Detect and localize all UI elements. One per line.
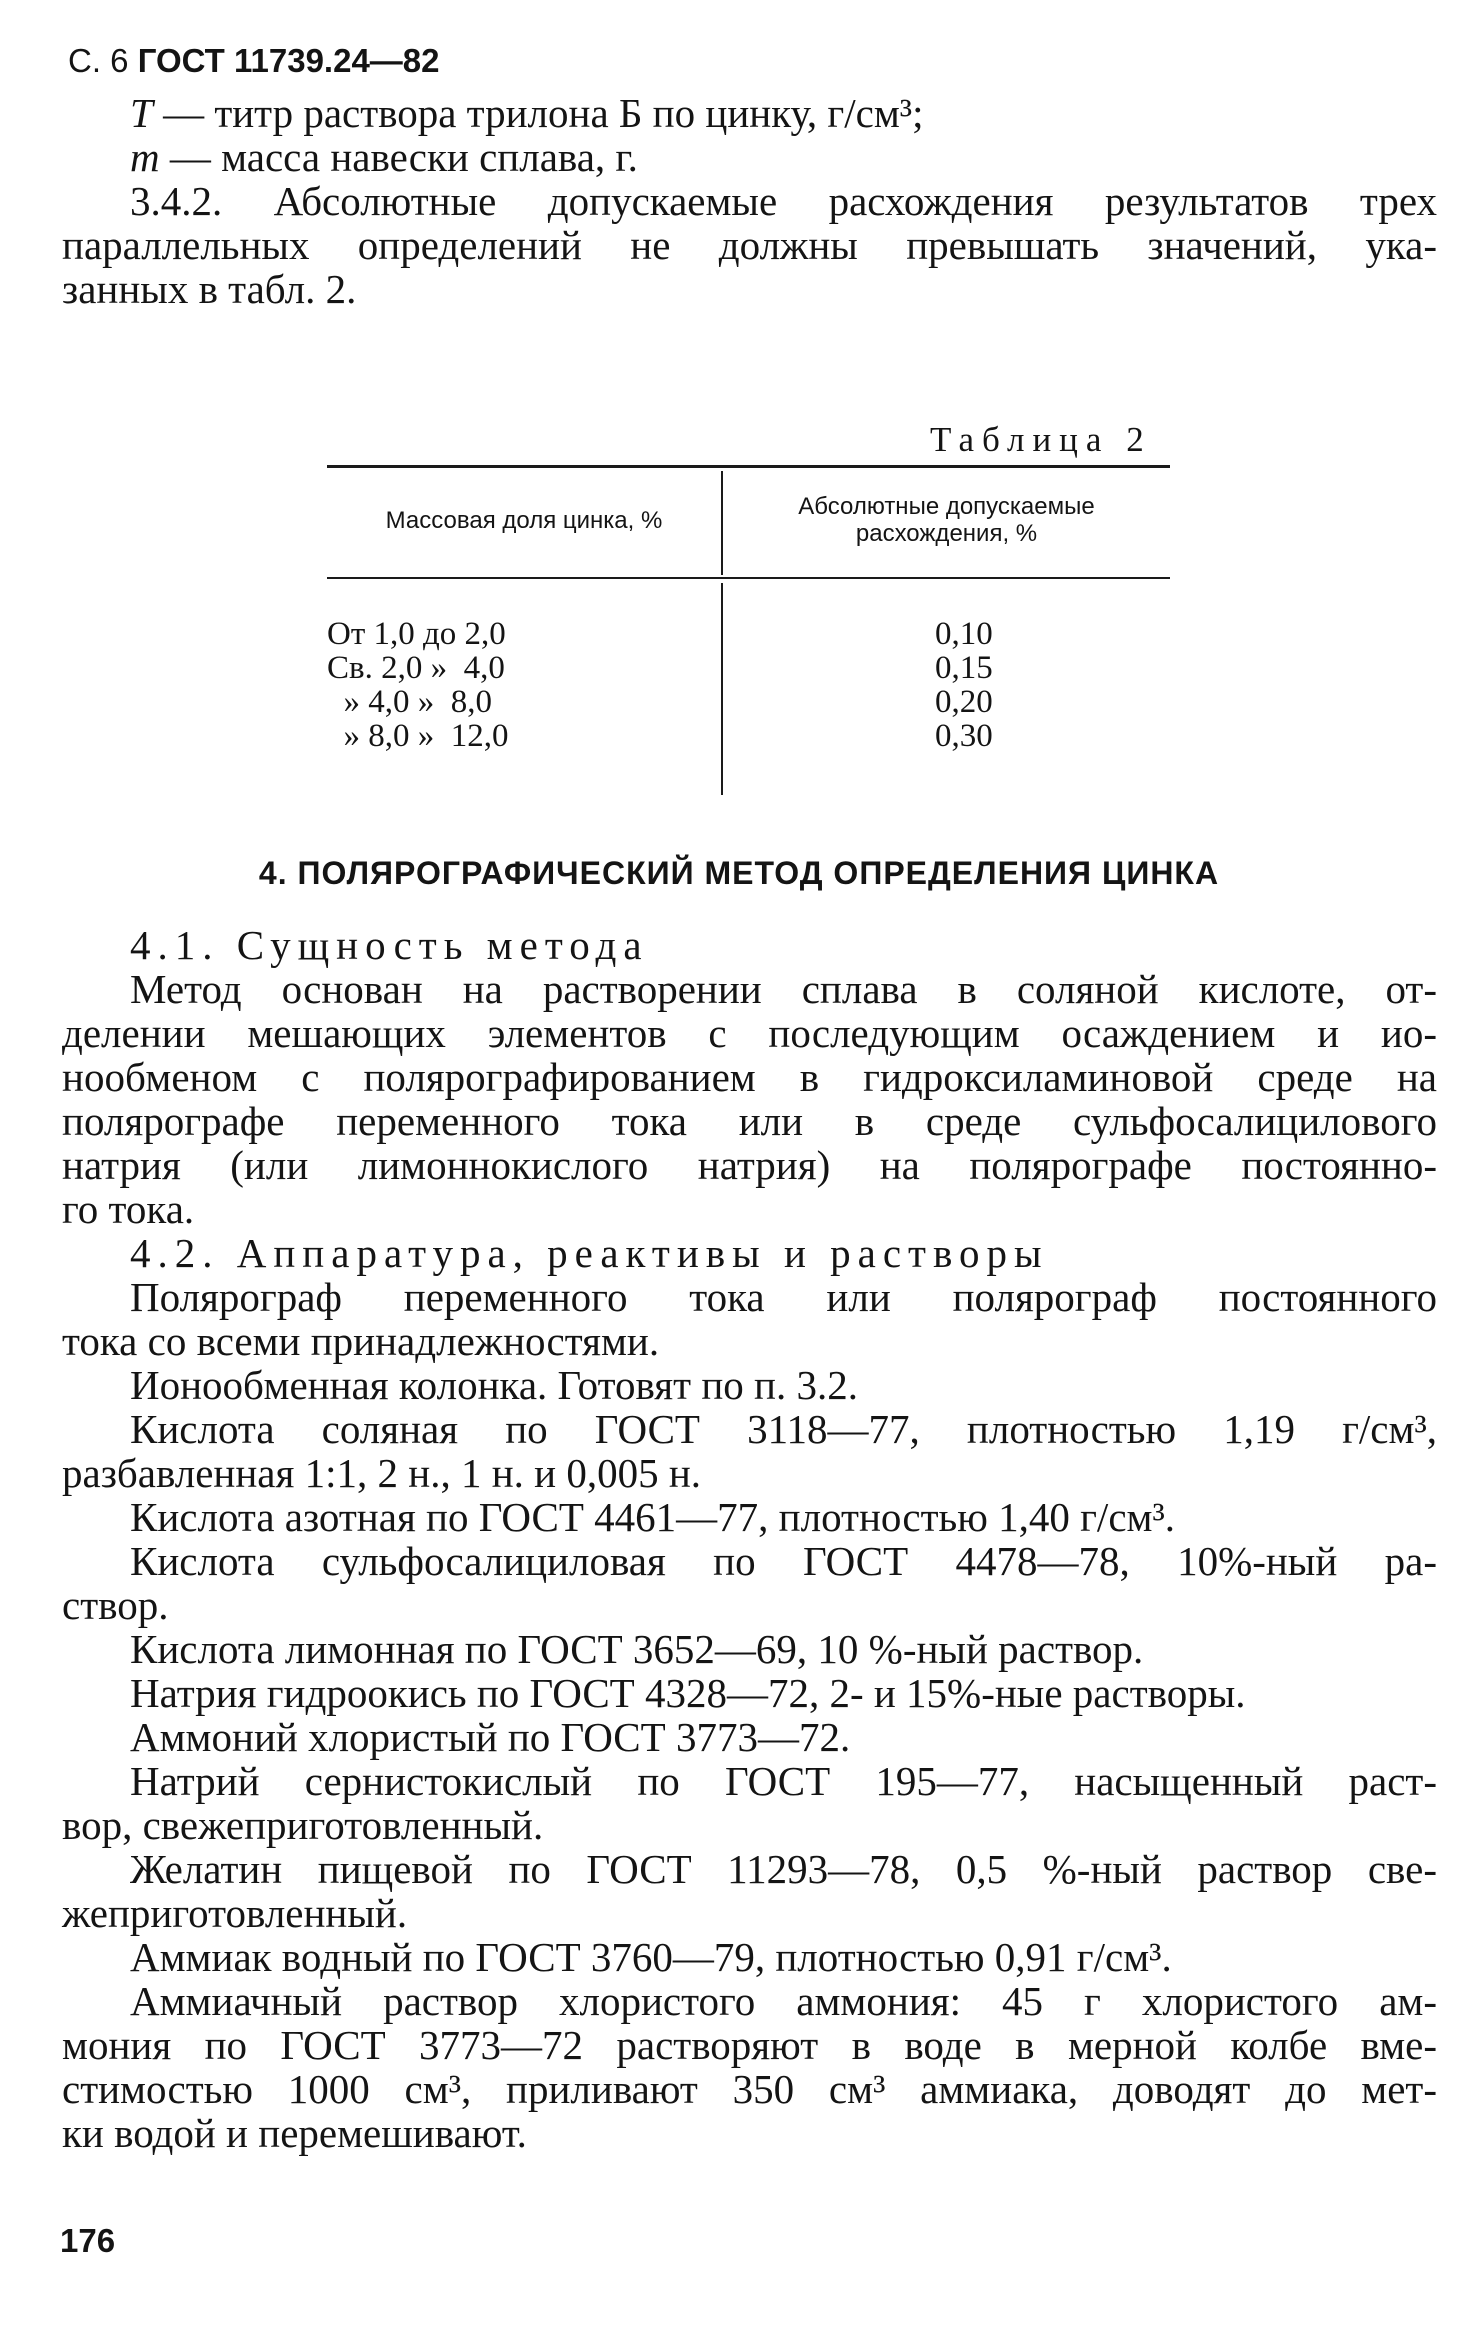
paragraph-line: полярографе переменного тока или в среде сульфосалицилового — [62, 1098, 1437, 1144]
standard-number: ГОСТ 11739.24—82 — [137, 42, 440, 79]
table-cell-range: » 4,0 » 8,0 — [327, 684, 492, 720]
reagent-line: Кислота соляная по ГОСТ 3118—77, плотностью 1,19 г/см³, — [130, 1406, 1437, 1452]
clause-3-4-2-line-2: параллельных определений не должны превышать значений, ука- — [62, 222, 1437, 268]
paragraph-line: делении мешающих элементов с последующим осаждением и ио- — [62, 1010, 1437, 1056]
table-cell-range: От 1,0 до 2,0 — [327, 616, 506, 652]
table-cell-range: » 8,0 » 12,0 — [327, 718, 509, 754]
page-label: С. 6 — [68, 42, 129, 79]
clause-3-4-2-line-3: занных в табл. 2. — [62, 266, 357, 312]
clause-3-4-2-line-1: 3.4.2. Абсолютные допускаемые расхождения результатов трех — [130, 178, 1437, 224]
table-cell-value: 0,20 — [935, 684, 993, 720]
reagent-line: Натрий сернистокислый по ГОСТ 195—77, насыщенный раст- — [130, 1758, 1437, 1804]
paragraph-line: натрия (или лимоннокислого натрия) на полярографе постоянно- — [62, 1142, 1437, 1188]
paragraph-line: нообменом с полярографированием в гидроксиламиновой среде на — [62, 1054, 1437, 1100]
table-top-rule — [327, 465, 1170, 468]
reagent-line: Аммиак водный по ГОСТ 3760—79, плотностью 0,91 г/см³. — [130, 1934, 1172, 1980]
reagent-line: Желатин пищевой по ГОСТ 11293—78, 0,5 %-ный раствор све- — [130, 1846, 1437, 1892]
definition-t: T — титр раствора трилона Б по цинку, г/см³; — [130, 90, 924, 136]
reagent-line: стимостью 1000 см³, приливают 350 см³ аммиака, доводят до мет- — [62, 2066, 1437, 2112]
reagent-line: тока со всеми принадлежностями. — [62, 1318, 660, 1364]
subsection-4-2-heading: 4.2. Аппаратура, реактивы и растворы — [130, 1230, 1049, 1276]
page-number: 176 — [60, 2222, 116, 2259]
table-body-divider — [721, 583, 723, 795]
paragraph-line: Метод основан на растворении сплава в соляной кислоте, от- — [130, 966, 1437, 1012]
reagent-line: Аммоний хлористый по ГОСТ 3773—72. — [130, 1714, 851, 1760]
reagent-line: Кислота азотная по ГОСТ 4461—77, плотностью 1,40 г/см³. — [130, 1494, 1175, 1540]
reagent-line: мония по ГОСТ 3773—72 растворяют в воде в мерной колбе вме- — [62, 2022, 1437, 2068]
reagent-line: Ионообменная колонка. Готовят по п. 3.2. — [130, 1362, 858, 1408]
reagent-line: вор, свежеприготовленный. — [62, 1802, 544, 1848]
table-cell-value: 0,10 — [935, 616, 993, 652]
section-title: 4. ПОЛЯРОГРАФИЧЕСКИЙ МЕТОД ОПРЕДЕЛЕНИЯ ЦИНКА — [258, 855, 1220, 891]
table-cell-value: 0,15 — [935, 650, 993, 686]
column-header-mass-fraction: Массовая доля цинка, % — [385, 507, 663, 534]
reagent-line: Полярограф переменного тока или полярограф постоянного — [130, 1274, 1437, 1320]
reagent-line: створ. — [62, 1582, 169, 1628]
table-header-rule — [327, 577, 1170, 579]
reagent-line: разбавленная 1:1, 2 н., 1 н. и 0,005 н. — [62, 1450, 702, 1496]
table-cell-range: Св. 2,0 » 4,0 — [327, 650, 505, 686]
page-header — [68, 42, 440, 80]
definition-m: m — масса навески сплава, г. — [130, 134, 638, 180]
reagent-line: жеприготовленный. — [62, 1890, 408, 1936]
paragraph-line: го тока. — [62, 1186, 195, 1232]
column-header-tolerance: Абсолютные допускаемые расхождения, % — [798, 493, 1095, 547]
table-2 — [327, 465, 1170, 800]
table-cell-value: 0,30 — [935, 718, 993, 754]
reagent-line: ки водой и перемешивают. — [62, 2110, 527, 2156]
reagent-line: Аммиачный раствор хлористого аммония: 45 г хлористого ам- — [130, 1978, 1437, 2024]
subsection-4-1-heading: 4.1. Сущность метода — [130, 922, 649, 968]
reagent-line: Натрия гидроокись по ГОСТ 4328—72, 2- и 15%-ные растворы. — [130, 1670, 1246, 1716]
reagent-line: Кислота лимонная по ГОСТ 3652—69, 10 %-ный раствор. — [130, 1626, 1144, 1672]
table-caption: Таблица 2 — [930, 420, 1152, 459]
reagent-line: Кислота сульфосалициловая по ГОСТ 4478—78, 10%-ный ра- — [130, 1538, 1437, 1584]
